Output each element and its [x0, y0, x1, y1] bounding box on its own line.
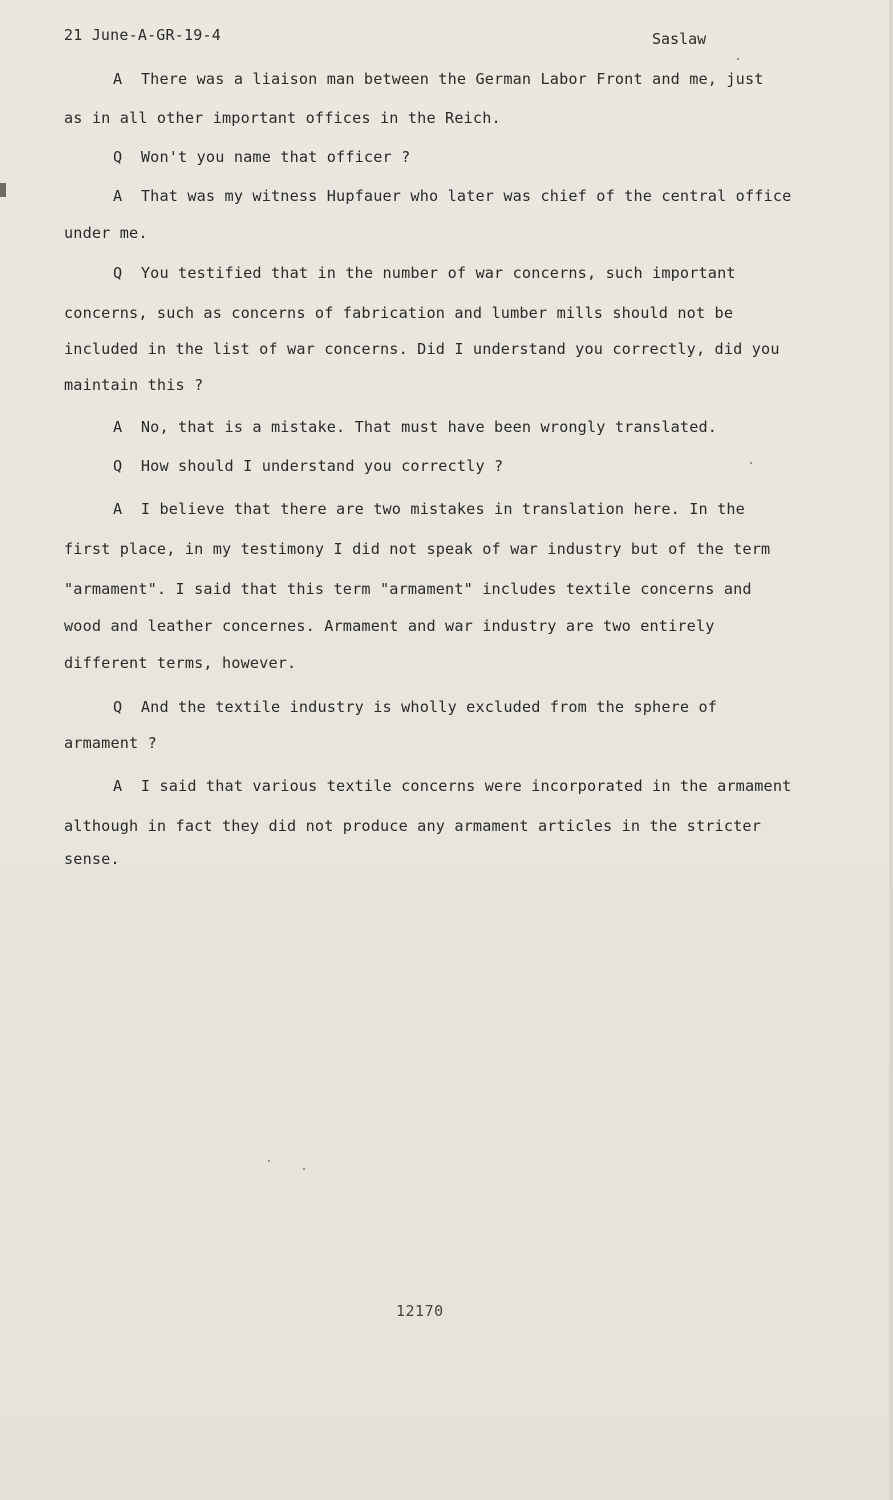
reporter-name: Saslaw: [652, 30, 707, 48]
paper-speck: [750, 462, 752, 464]
transcript-line: "armament". I said that this term "armament" includes textile concerns and: [64, 580, 752, 598]
transcript-line: as in all other important offices in the Reich.: [64, 109, 501, 127]
page-edge: [889, 0, 893, 1500]
transcript-line: armament ?: [64, 734, 157, 752]
paper-speck: [737, 58, 739, 60]
transcript-line: included in the list of war concerns. Did I understand you correctly, did you: [64, 340, 780, 358]
paper-speck: [303, 1168, 305, 1170]
transcript-line: A There was a liaison man between the German Labor Front and me, just: [113, 70, 764, 88]
transcript-line: Q You testified that in the number of war concerns, such important: [113, 264, 736, 282]
transcript-line: Q How should I understand you correctly ?: [113, 457, 504, 475]
transcript-line: although in fact they did not produce any armament articles in the stricter: [64, 817, 762, 835]
transcript-line: A No, that is a mistake. That must have been wrongly translated.: [113, 418, 718, 436]
transcript-line: sense.: [64, 850, 120, 868]
transcript-line: concerns, such as concerns of fabrication and lumber mills should not be: [64, 304, 734, 322]
transcript-line: first place, in my testimony I did not speak of war industry but of the term: [64, 540, 771, 558]
transcript-line: under me.: [64, 224, 148, 242]
transcript-line: A I said that various textile concerns were incorporated in the armament: [113, 777, 792, 795]
transcript-line: Q Won't you name that officer ?: [113, 148, 411, 166]
page-number: 12170: [396, 1302, 444, 1320]
binding-mark: [0, 183, 6, 197]
paper-speck: [268, 1160, 270, 1162]
transcript-line: wood and leather concernes. Armament and war industry are two entirely: [64, 617, 715, 635]
transcript-line: different terms, however.: [64, 654, 297, 672]
transcript-line: maintain this ?: [64, 376, 204, 394]
transcript-line: A I believe that there are two mistakes in translation here. In the: [113, 500, 745, 518]
transcript-line: A That was my witness Hupfauer who later was chief of the central office: [113, 187, 792, 205]
transcript-line: Q And the textile industry is wholly excluded from the sphere of: [113, 698, 718, 716]
document-reference: 21 June-A-GR-19-4: [64, 26, 221, 44]
